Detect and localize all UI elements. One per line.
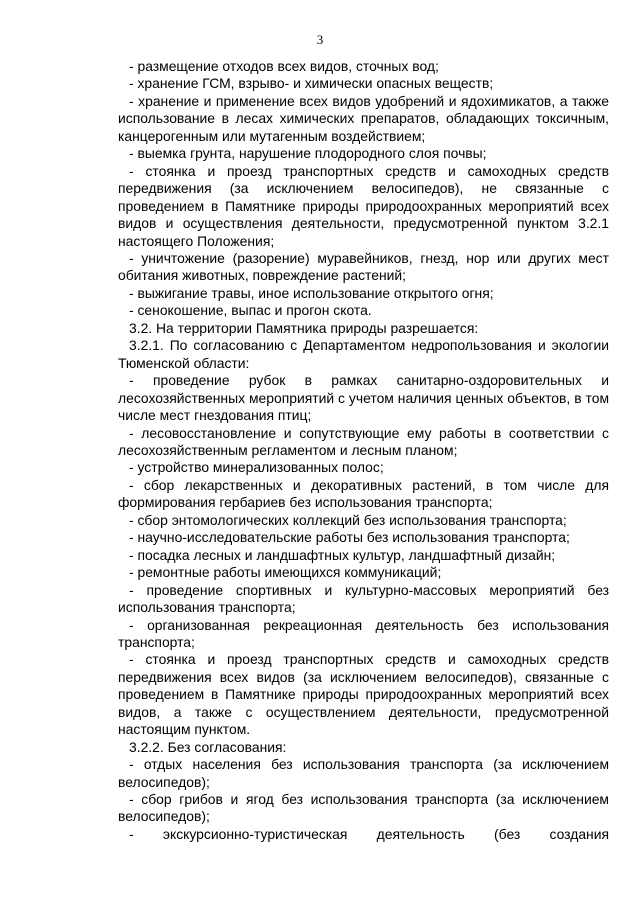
paragraph: - хранение ГСМ, взрыво- и химически опасных веществ; xyxy=(129,75,494,92)
paragraph: - проведение рубок в рамках санитарно-оздоровительных и лесохозяйственных мероприятий с учетом наличия ценных объектов, в том числе мест гнездования птиц; xyxy=(118,372,609,424)
paragraph: - сенокошение, выпас и прогон скота. xyxy=(129,302,372,319)
subsection-heading: 3.2.1. По согласованию с Департаментом недропользования и экологии Тюменской области: xyxy=(118,337,609,371)
section-heading: 3.2. На территории Памятника природы разрешается: xyxy=(129,319,479,336)
paragraph: - отдых населения без использования транспорта (за исключением велосипедов); xyxy=(118,756,609,790)
subsection-heading: 3.2.2. Без согласования: xyxy=(129,738,287,755)
page-number: 3 xyxy=(316,32,324,47)
paragraph: - стоянка и проезд транспортных средств и самоходных средств передвижения (за исключением велосипедов), не связанные с проведением в Памятнике природы природоохранных мероприятий всех видов и осуществления деятельности, предусмотренной пунктом 3.2.1 настоящего Положения; xyxy=(118,162,609,249)
paragraph: - лесовосстановление и сопутствующие ему работы в соответствии с лесохозяйственным регламентом и лесным планом; xyxy=(118,424,609,458)
paragraph: - хранение и применение всех видов удобрений и ядохимикатов, а также использование в лесах химических препаратов, обладающих токсичным, канцерогенным или мутагенным воздействием; xyxy=(118,92,609,144)
paragraph: - посадка лесных и ландшафтных культур, ландшафтный дизайн; xyxy=(129,546,556,563)
document-body xyxy=(118,58,609,843)
paragraph: - ремонтные работы имеющихся коммуникаций; xyxy=(129,564,442,581)
paragraph: - устройство минерализованных полос; xyxy=(129,459,384,476)
paragraph: - размещение отходов всех видов, сточных вод; xyxy=(129,58,439,74)
paragraph: - сбор грибов и ягод без использования транспорта (за исключением велосипедов); xyxy=(118,791,609,825)
paragraph: - стоянка и проезд транспортных средств и самоходных средств передвижения всех видов (за исключением велосипедов), связанные с проведением в Памятнике природы природоохранных мероприятий всех видов, а также с осуществлением деятельности, предусмотренной настоящим пунктом. xyxy=(118,651,609,738)
paragraph: - сбор лекарственных и декоративных растений, в том числе для формирования гербариев без использования транспорта; xyxy=(118,476,609,511)
paragraph: - проведение спортивных и культурно-массовых мероприятий без использования транспорта; xyxy=(118,581,609,616)
paragraph: - сбор энтомологических коллекций без использования транспорта; xyxy=(129,511,567,528)
paragraph: - выжигание травы, иное использование открытого огня; xyxy=(129,284,494,301)
paragraph: - научно-исследовательские работы без использования транспорта; xyxy=(129,529,570,546)
paragraph: - выемка грунта, нарушение плодородного слоя почвы; xyxy=(129,145,487,162)
paragraph: - уничтожение (разорение) муравейников, гнезд, нор или других мест обитания животных, повреждение растений; xyxy=(118,249,609,284)
paragraph: - организованная рекреационная деятельность без использования транспорта; xyxy=(118,616,609,650)
paragraph: - экскурсионно-туристическая деятельность (без создания xyxy=(129,825,609,842)
